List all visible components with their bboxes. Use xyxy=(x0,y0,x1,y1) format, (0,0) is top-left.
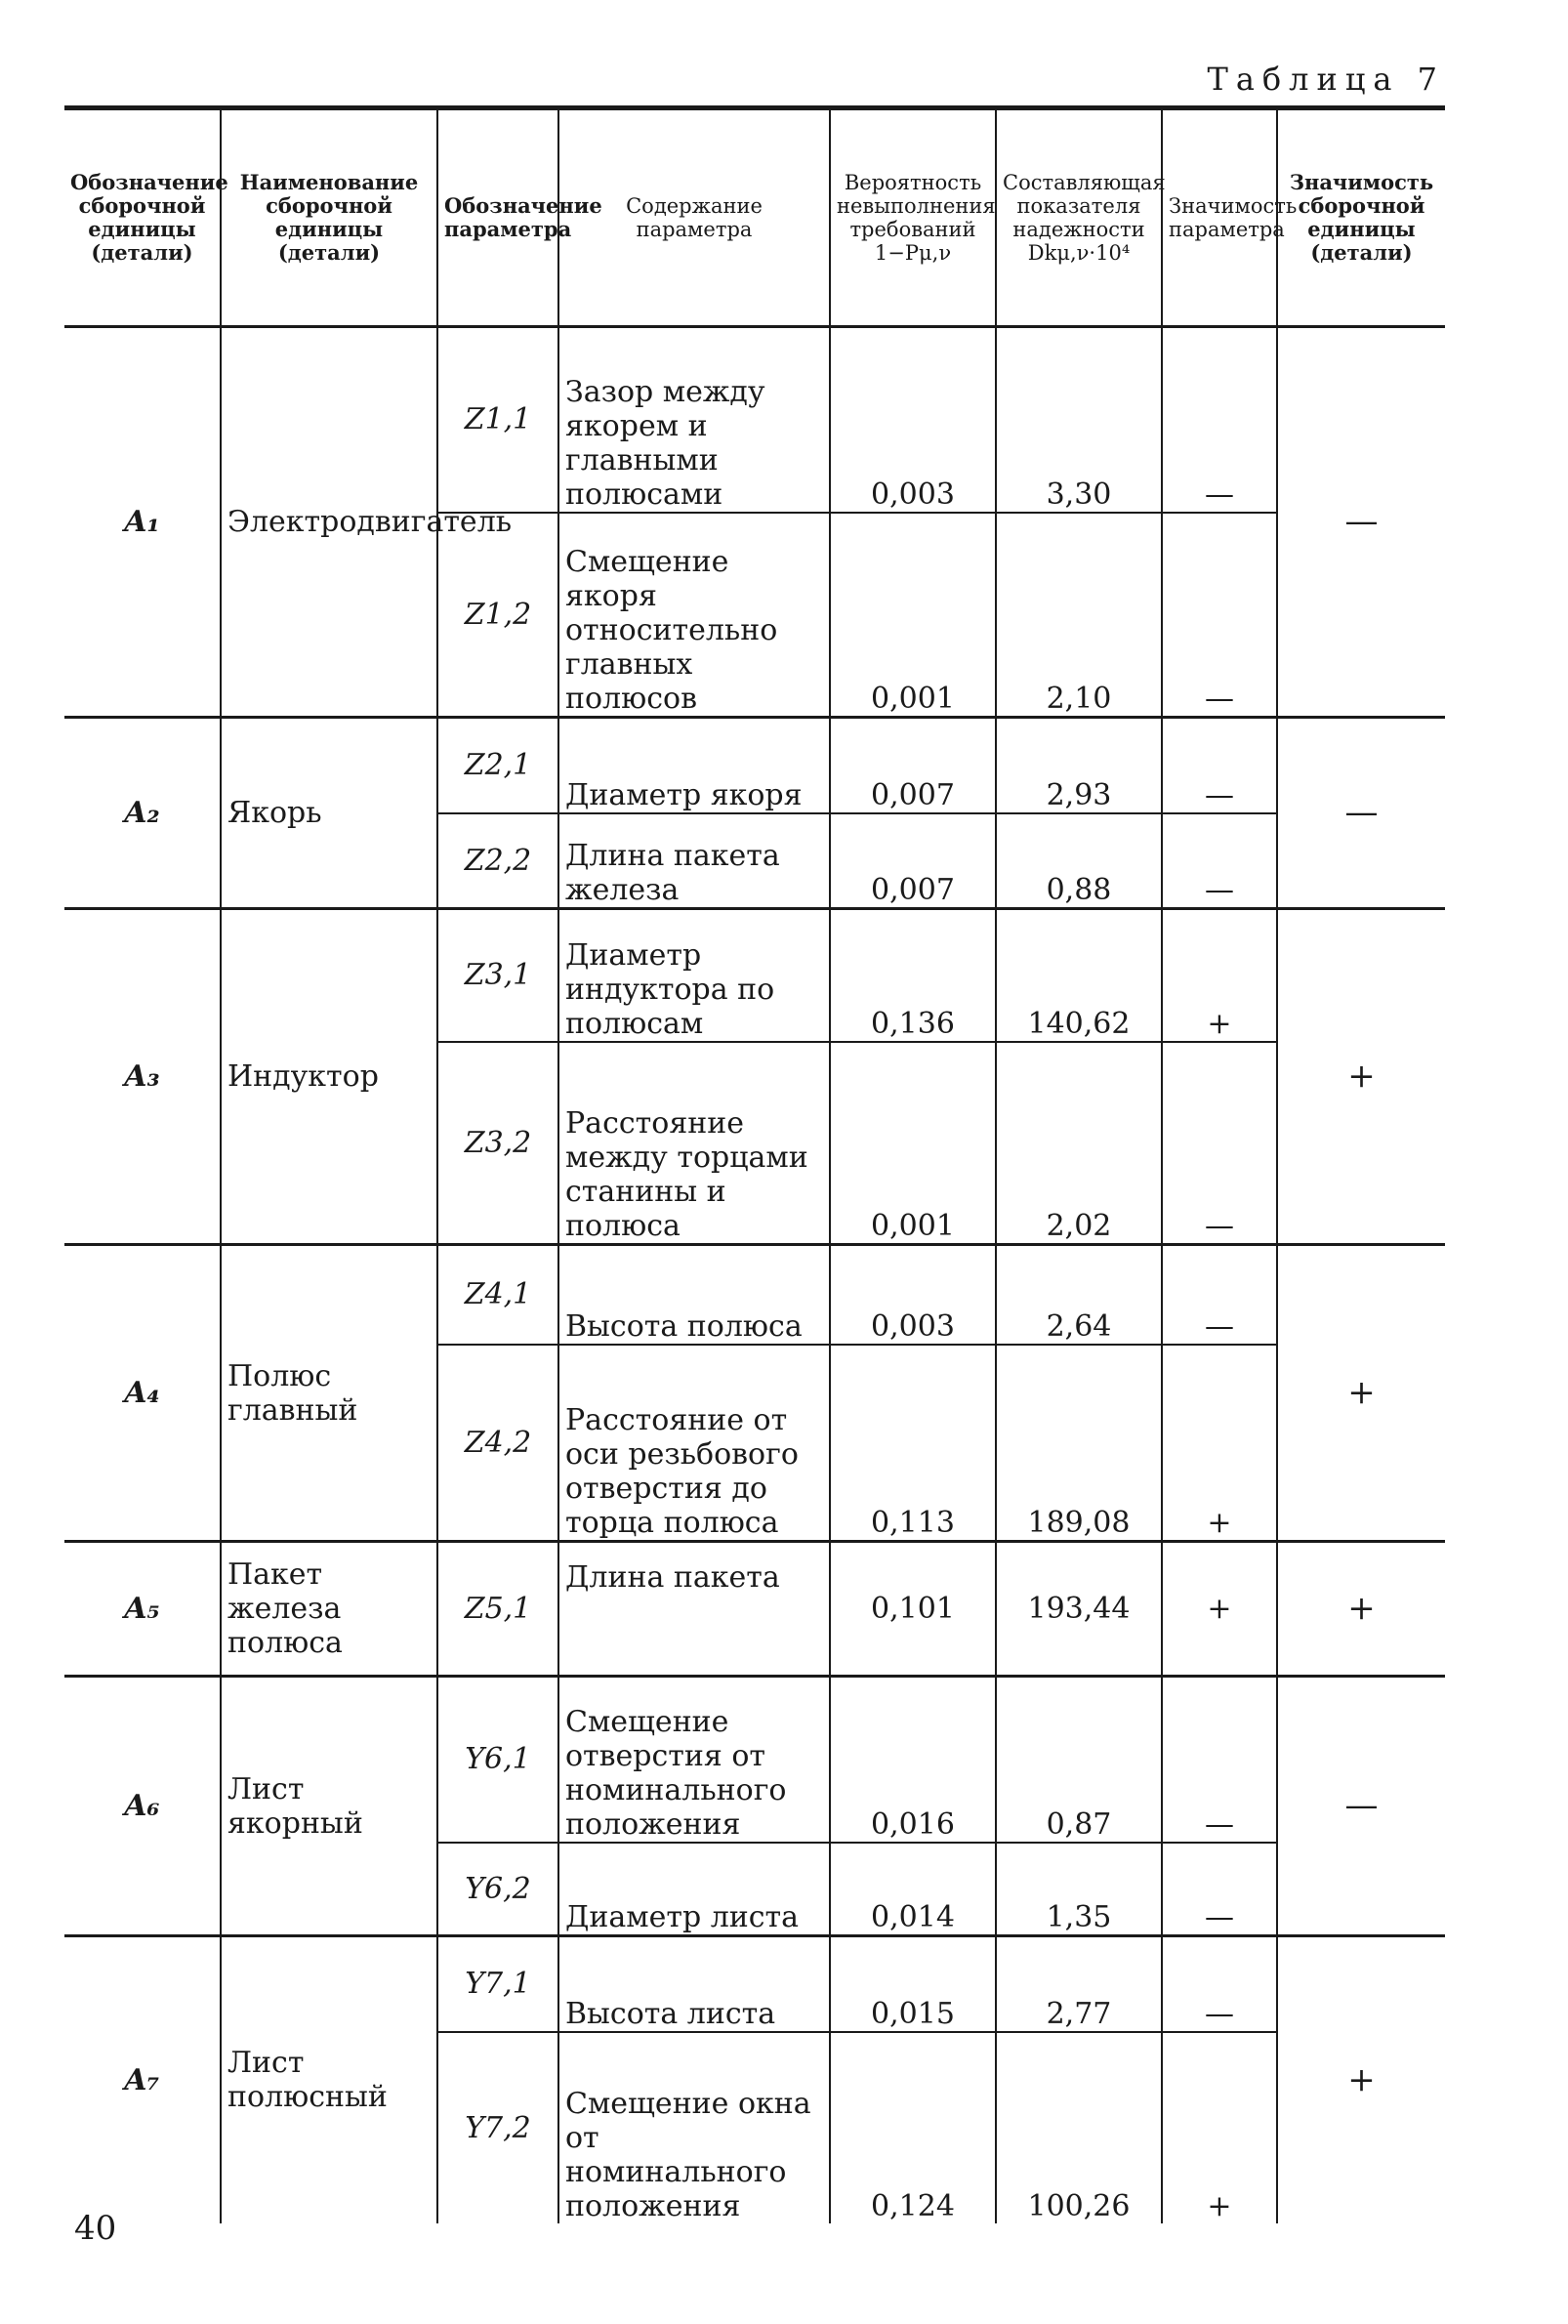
table-caption: Таблица 7 xyxy=(1207,61,1445,98)
header-unit-name: Наименование сборочной единицы (детали) xyxy=(221,108,437,327)
header-param-desc: Содержание параметра xyxy=(558,108,830,327)
page-number: 40 xyxy=(74,2209,117,2248)
header-param-code: Обозначение параметра xyxy=(437,108,558,327)
probability-value: 0,015 xyxy=(830,1936,996,2032)
param-description: Длина пакета xyxy=(558,1542,830,1677)
component-value: 193,44 xyxy=(996,1542,1162,1677)
probability-value: 0,007 xyxy=(830,813,996,909)
unit-name: Электродвигатель xyxy=(221,327,437,718)
table-row xyxy=(64,1677,1445,1843)
param-significance: — xyxy=(1162,1677,1277,1843)
param-description: Высота полюса xyxy=(558,1245,830,1345)
param-code: Z2,1 xyxy=(437,718,558,813)
probability-value: 0,003 xyxy=(830,327,996,513)
param-code: Y7,2 xyxy=(437,2032,558,2223)
component-value: 2,64 xyxy=(996,1245,1162,1345)
probability-value: 0,014 xyxy=(830,1843,996,1936)
header-unit-significance: Значимость сборочной единицы (детали) xyxy=(1277,108,1445,327)
param-description: Смещение якоря относительно главных полюсов xyxy=(558,513,830,718)
unit-code: A₇ xyxy=(64,1936,221,2223)
table-row xyxy=(64,718,1445,813)
unit-code: A₁ xyxy=(64,327,221,718)
param-significance: + xyxy=(1162,909,1277,1042)
table-row xyxy=(64,1542,1445,1677)
param-description: Высота листа xyxy=(558,1936,830,2032)
param-code: Z3,1 xyxy=(437,909,558,1042)
probability-value: 0,003 xyxy=(830,1245,996,1345)
unit-significance: — xyxy=(1277,1677,1445,1936)
probability-value: 0,007 xyxy=(830,718,996,813)
param-code: Y6,1 xyxy=(437,1677,558,1843)
header-probability: Вероятность невыполнения требований 1−Pμ,ν xyxy=(830,108,996,327)
component-value: 0,88 xyxy=(996,813,1162,909)
probability-value: 0,101 xyxy=(830,1542,996,1677)
table-row xyxy=(64,909,1445,1042)
param-description: Расстояние от оси резьбового отверстия до торца полюса xyxy=(558,1345,830,1542)
param-significance: + xyxy=(1162,1345,1277,1542)
header-param-significance: Значимость параметра xyxy=(1162,108,1277,327)
probability-value: 0,001 xyxy=(830,513,996,718)
unit-code: A₃ xyxy=(64,909,221,1245)
unit-code: A₂ xyxy=(64,718,221,909)
unit-significance: + xyxy=(1277,1245,1445,1542)
param-significance: — xyxy=(1162,513,1277,718)
component-value: 2,77 xyxy=(996,1936,1162,2032)
param-significance: — xyxy=(1162,1245,1277,1345)
param-significance: — xyxy=(1162,1936,1277,2032)
param-description: Расстояние между торцами станины и полюса xyxy=(558,1042,830,1245)
component-value: 189,08 xyxy=(996,1345,1162,1542)
param-code: Z4,2 xyxy=(437,1345,558,1542)
param-description: Смещение окна от номинального положения xyxy=(558,2032,830,2223)
param-significance: — xyxy=(1162,327,1277,513)
unit-name: Лист якорный xyxy=(221,1677,437,1936)
table-row xyxy=(64,1936,1445,2032)
probability-value: 0,136 xyxy=(830,909,996,1042)
component-value: 2,02 xyxy=(996,1042,1162,1245)
param-significance: — xyxy=(1162,718,1277,813)
reliability-table xyxy=(64,105,1445,2223)
param-code: Z4,1 xyxy=(437,1245,558,1345)
component-value: 2,10 xyxy=(996,513,1162,718)
unit-name: Индуктор xyxy=(221,909,437,1245)
component-value: 0,87 xyxy=(996,1677,1162,1843)
param-code: Y7,1 xyxy=(437,1936,558,2032)
unit-name: Якорь xyxy=(221,718,437,909)
param-code: Z1,1 xyxy=(437,327,558,513)
param-code: Z5,1 xyxy=(437,1542,558,1677)
header-row xyxy=(64,108,1445,327)
component-value: 140,62 xyxy=(996,909,1162,1042)
param-description: Диаметр индуктора по полюсам xyxy=(558,909,830,1042)
param-description: Зазор между якорем и главными полюсами xyxy=(558,327,830,513)
header-unit-code: Обозначение сборочной единицы (детали) xyxy=(64,108,221,327)
component-value: 3,30 xyxy=(996,327,1162,513)
unit-significance: + xyxy=(1277,1936,1445,2223)
unit-code: A₅ xyxy=(64,1542,221,1677)
header-component: Составляющая показателя надежности Dkμ,ν·10⁴ xyxy=(996,108,1162,327)
unit-name: Полюс главный xyxy=(221,1245,437,1542)
param-code: Y6,2 xyxy=(437,1843,558,1936)
param-significance: — xyxy=(1162,813,1277,909)
table-row xyxy=(64,327,1445,513)
param-code: Z1,2 xyxy=(437,513,558,718)
unit-name: Пакет железа полюса xyxy=(221,1542,437,1677)
unit-significance: — xyxy=(1277,718,1445,909)
param-description: Диаметр листа xyxy=(558,1843,830,1936)
probability-value: 0,113 xyxy=(830,1345,996,1542)
unit-code: A₆ xyxy=(64,1677,221,1936)
param-significance: — xyxy=(1162,1042,1277,1245)
param-code: Z2,2 xyxy=(437,813,558,909)
unit-code: A₄ xyxy=(64,1245,221,1542)
component-value: 2,93 xyxy=(996,718,1162,813)
probability-value: 0,001 xyxy=(830,1042,996,1245)
param-significance: + xyxy=(1162,2032,1277,2223)
param-code: Z3,2 xyxy=(437,1042,558,1245)
unit-significance: — xyxy=(1277,327,1445,718)
unit-significance: + xyxy=(1277,1542,1445,1677)
probability-value: 0,124 xyxy=(830,2032,996,2223)
unit-name: Лист полюсный xyxy=(221,1936,437,2223)
param-description: Диаметр якоря xyxy=(558,718,830,813)
component-value: 100,26 xyxy=(996,2032,1162,2223)
param-significance: — xyxy=(1162,1843,1277,1936)
unit-significance: + xyxy=(1277,909,1445,1245)
param-description: Смещение отверстия от номинального положения xyxy=(558,1677,830,1843)
component-value: 1,35 xyxy=(996,1843,1162,1936)
param-significance: + xyxy=(1162,1542,1277,1677)
param-description: Длина пакета железа xyxy=(558,813,830,909)
table-row xyxy=(64,1245,1445,1345)
probability-value: 0,016 xyxy=(830,1677,996,1843)
